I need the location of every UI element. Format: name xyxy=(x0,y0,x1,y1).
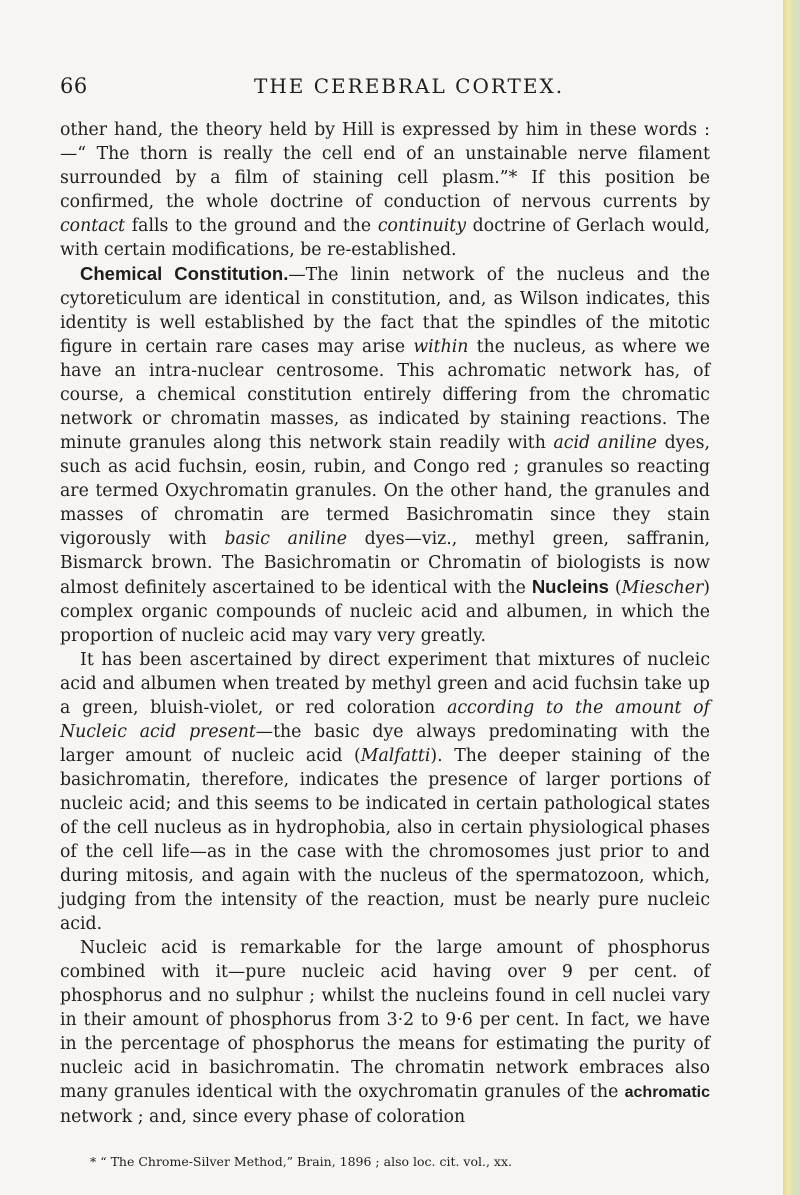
paragraph-phosphorus: Nucleic acid is remarkable for the large amount of phosphorus combined with it—pure nucleic acid having over 9 per cent. of phosphorus and no sulphur ; whilst the nucleins found in cell nuclei vary in their amount of phosphorus from 3·2 to 9·6 per cent. In fact, we have in the percentage of phosphorus the means for estimating the purity of nucleic acid in basichromatin. The chromatin network embraces also many granules identical with the oxychromatin granules of the achromatic network ; and, since every phase of coloration xyxy=(60,938,710,1127)
term-achromatic: achromatic xyxy=(624,1084,710,1101)
running-title: THE CEREBRAL CORTEX. xyxy=(254,74,565,98)
emphasis-malfatti: Malfatti xyxy=(360,746,431,766)
emphasis-within: within xyxy=(413,337,469,357)
page-number: 66 xyxy=(60,74,88,98)
paragraph-hill-theory: other hand, the theory held by Hill is expressed by him in these words :—“ The thorn is really the cell end of an unstainable nerve filament surrounded by a film of staining cell plasm.”* If this position be confirmed, the whole doctrine of conduction of nervous currents by contact falls to the ground and the continuity doctrine of Gerlach would, with certain modifications, be re-established. xyxy=(60,120,710,260)
paragraph-chemical-constitution: Chemical Constitution.—The linin network of the nucleus and the cytoreticulum are identical in constitution, and, as Wilson indicates, this identity is well established by the fact that the spindles of the mitotic figure in certain rare cases may arise within the nucleus, as where we have an intra-nuclear centrosome. This achromatic network has, of course, a chemical constitution entirely differing from the chromatic network or chromatin masses, as indicated by staining reactions. The minute granules along this network stain readily with acid aniline dyes, such as acid fuchsin, eosin, rubin, and Congo red ; granules so reacting are termed Oxychromatin granules. On the other hand, the granules and masses of chromatin are termed Basichromatin since they stain vigorously with basic aniline dyes—viz., methyl green, saffranin, Bismarck brown. The Basichromatin or Chromatin of biologists is now almost definitely ascertained to be identical with the Nucleins (Miescher) complex organic compounds of nucleic acid and albumen, in which the proportion of nucleic acid may vary very greatly. xyxy=(60,263,711,646)
page-header xyxy=(60,74,710,100)
body-text xyxy=(60,118,710,1129)
emphasis-continuity: continuity xyxy=(377,216,466,236)
emphasis-basic-aniline: basic aniline xyxy=(224,529,347,549)
footnote: * “ The Chrome-Silver Method,” Brain, 1896 ; also loc. cit. vol., xx. xyxy=(90,1154,512,1169)
section-heading: Chemical Constitution. xyxy=(80,263,289,284)
paragraph-experiment: It has been ascertained by direct experiment that mixtures of nucleic acid and albumen when treated by methyl green and acid fuchsin take up a green, bluish-violet, or red coloration according to the amount of Nucleic acid present—the basic dye always predominating with the larger amount of nucleic acid (Malfatti). The deeper staining of the basichromatin, therefore, indicates the presence of larger portions of nucleic acid; and this seems to be indicated in certain pathological states of the cell nucleus as in hydrophobia, also in certain physiological phases of the cell life—as in the case with the chromosomes just prior to and during mitosis, and again with the nucleus of the spermatozoon, which, judging from the intensity of the reaction, must be nearly pure nucleic acid. xyxy=(60,650,710,934)
term-nucleins: Nucleins xyxy=(531,576,609,597)
emphasis-according: according to the amount of Nucleic acid present xyxy=(60,698,710,742)
emphasis-miescher: Miescher xyxy=(621,578,704,598)
page-edge-strip xyxy=(783,0,800,1195)
emphasis-contact: contact xyxy=(60,216,126,236)
emphasis-acid-aniline: acid aniline xyxy=(553,433,657,453)
